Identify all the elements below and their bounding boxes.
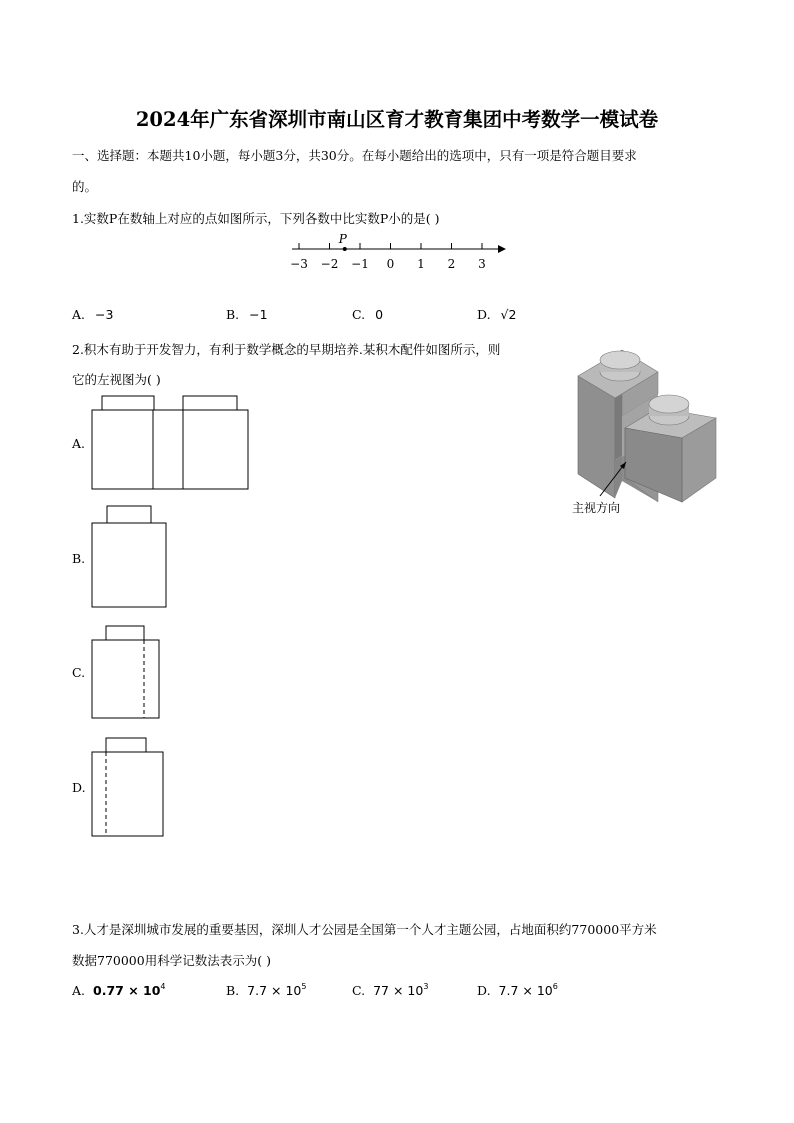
- q2-stem-line2: 它的左视图为( ): [72, 372, 161, 387]
- option-value: √2: [500, 307, 517, 322]
- q2-option-b-label[interactable]: B.: [72, 551, 86, 566]
- point-p-label: P: [338, 232, 347, 246]
- option-label: D.: [477, 983, 491, 998]
- q1-stem: 1.实数P在数轴上对应的点如图所示，下列各数中比实数P小的是( ): [72, 211, 440, 226]
- q2-option-a-label[interactable]: A.: [72, 436, 86, 451]
- point-p-marker: [343, 247, 347, 251]
- number-line-tick-label: 2: [447, 257, 456, 271]
- number-line-tick-label: −2: [320, 257, 339, 271]
- q2-stem-line1: 2.积木有助于开发智力，有利于数学概念的早期培养.某积木配件如图所示，则: [72, 342, 501, 357]
- section-instructions-line2: 的。: [72, 179, 98, 194]
- option-exponent: 5: [301, 982, 307, 991]
- option-exponent: 6: [552, 982, 558, 991]
- option-base: 77 × 10: [373, 983, 424, 998]
- option-value: −3: [95, 307, 114, 322]
- q1-option-b[interactable]: [226, 307, 268, 322]
- option-base: 7.7 × 10: [498, 983, 553, 998]
- q3-stem-line1: 3.人才是深圳城市发展的重要基因，深圳人才公园是全国第一个人才主题公园，占地面积约770000平方米: [72, 922, 657, 937]
- q1-option-a[interactable]: [72, 307, 113, 322]
- option-label: A.: [72, 983, 86, 998]
- option-base: 7.7 × 10: [247, 983, 302, 998]
- number-line-tick-label: −3: [290, 257, 308, 271]
- q3-option-a[interactable]: [72, 983, 166, 998]
- section-instructions-line1: 一、选择题：本题共10小题，每小题3分，共30分。在每小题给出的选项中，只有一项是符合题目要求: [72, 148, 637, 163]
- q2-option-c-label[interactable]: C.: [72, 665, 86, 680]
- option-value: −1: [249, 307, 268, 322]
- option-value: 0: [375, 307, 384, 322]
- page-title: 2024年广东省深圳市南山区育才教育集团中考数学一模试卷: [135, 108, 659, 131]
- number-line-tick-label: −1: [351, 257, 369, 271]
- q3-option-b[interactable]: [226, 983, 306, 998]
- option-base: 0.77 × 10: [93, 983, 161, 998]
- q3-option-c[interactable]: [352, 983, 428, 998]
- q1-option-d[interactable]: [477, 307, 516, 322]
- q3-option-d[interactable]: [477, 983, 558, 998]
- q1-number-line: [286, 232, 510, 274]
- option-label: C.: [352, 307, 366, 322]
- number-line-tick-label: 3: [478, 257, 486, 271]
- q3-stem-line2: 数据770000用科学记数法表示为( ): [72, 953, 271, 968]
- option-exponent: 4: [160, 982, 166, 991]
- option-label: B.: [226, 983, 240, 998]
- number-line-arrow-icon: [498, 245, 506, 253]
- number-line-tick-label: 0: [386, 257, 395, 271]
- q2-option-d-figure[interactable]: [90, 736, 168, 840]
- q2-option-b-figure[interactable]: [90, 504, 170, 612]
- q2-option-a-figure[interactable]: [90, 394, 252, 494]
- option-label: D.: [477, 307, 491, 322]
- view-direction-label: 主视方向: [572, 501, 621, 515]
- option-label: C.: [352, 983, 366, 998]
- option-label: A.: [72, 307, 86, 322]
- option-label: B.: [226, 307, 240, 322]
- q2-option-d-label[interactable]: D.: [72, 780, 86, 795]
- q2-option-c-figure[interactable]: [90, 624, 164, 724]
- option-exponent: 3: [423, 982, 429, 991]
- q1-option-c[interactable]: [352, 307, 383, 322]
- q2-block-figure: [570, 338, 730, 518]
- number-line-tick-label: 1: [417, 257, 425, 271]
